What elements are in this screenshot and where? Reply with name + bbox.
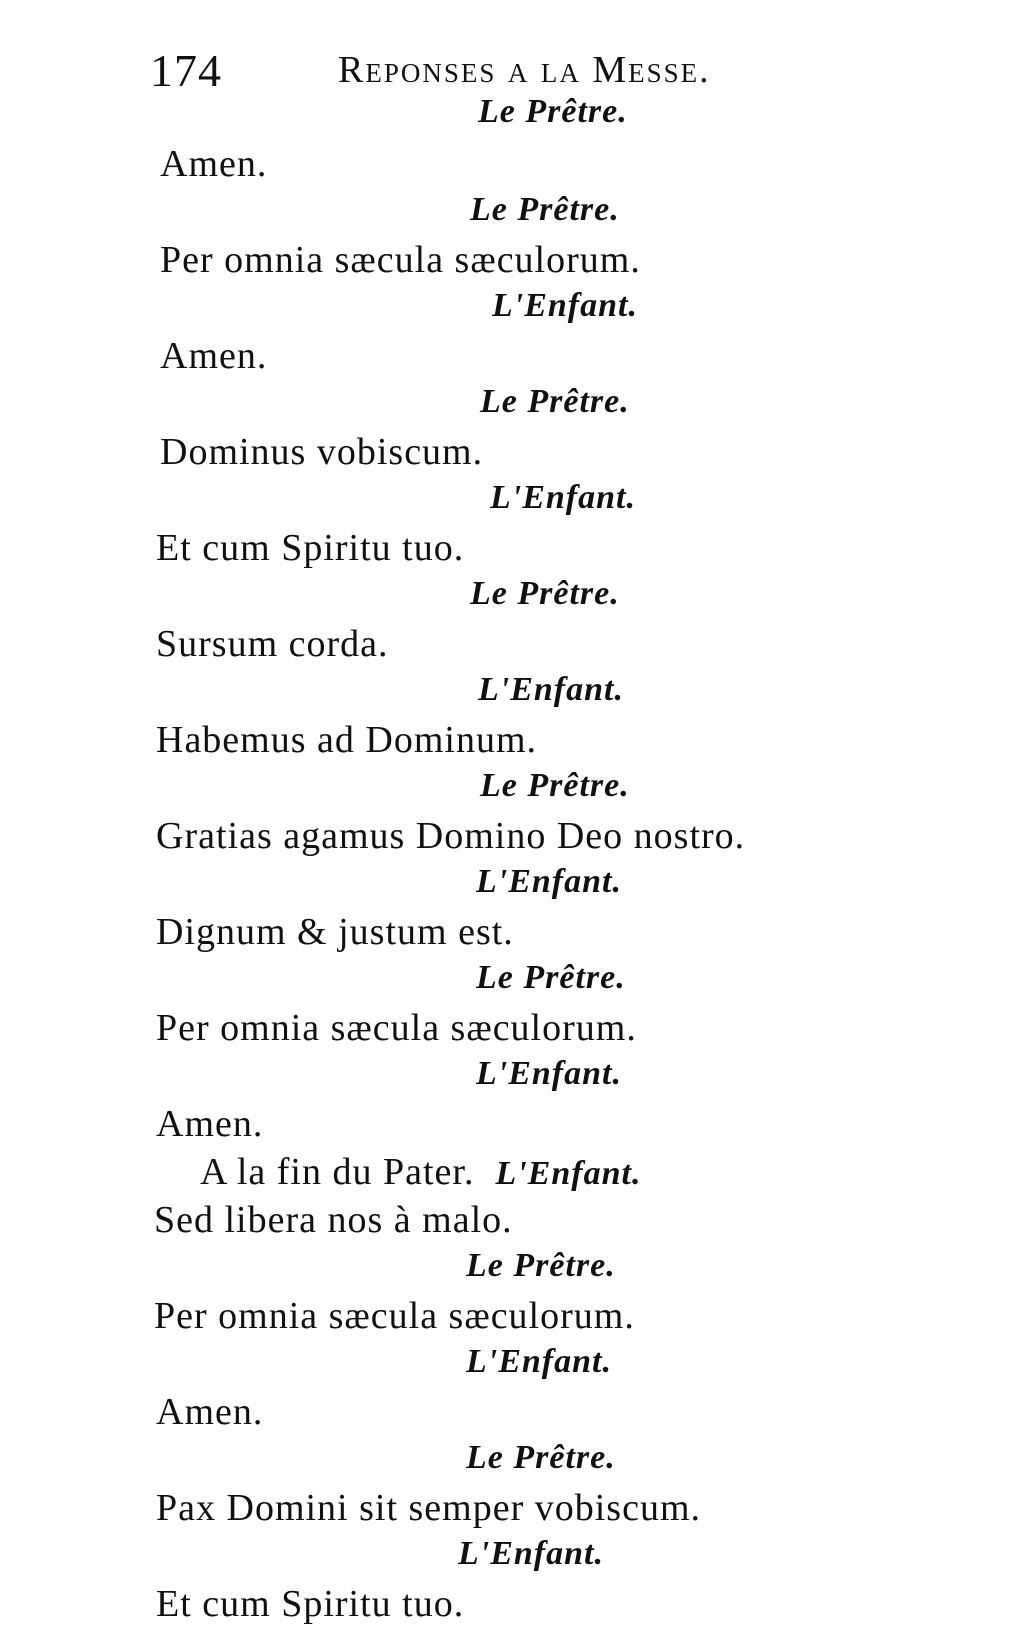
speaker-line: L'Enfant. <box>478 671 624 708</box>
speaker-line: L'Enfant. <box>458 1535 604 1572</box>
speaker-line: L'Enfant. <box>490 479 636 516</box>
verse-line: Sed libera nos à malo. <box>154 1199 513 1241</box>
speaker-line: Le Prêtre. <box>478 93 628 130</box>
verse-line: Amen. <box>156 1103 264 1145</box>
verse-line: Amen. <box>160 335 268 377</box>
verse-line: Gratias agamus Domino Deo nostro. <box>156 815 746 857</box>
verse-line: Habemus ad Dominum. <box>156 719 538 761</box>
verse-line: Per omnia sæcula sæculorum. <box>154 1295 635 1337</box>
verse-line: Amen. <box>156 1391 264 1433</box>
verse-line: Et cum Spiritu tuo. <box>156 527 465 569</box>
speaker-line: Le Prêtre. <box>480 767 630 804</box>
verse-line: Per omnia sæcula sæculorum. <box>156 1007 637 1049</box>
rubric-speaker: L'Enfant. <box>495 1155 642 1192</box>
speaker-line: Le Prêtre. <box>470 191 620 228</box>
speaker-line: L'Enfant. <box>492 287 638 324</box>
speaker-line: L'Enfant. <box>476 1055 622 1092</box>
speaker-line: Le Prêtre. <box>466 1439 616 1476</box>
verse-line: Pax Domini sit semper vobiscum. <box>156 1487 702 1529</box>
rubric-line <box>200 1150 641 1196</box>
running-title: Reponses a la Messe. <box>338 49 711 91</box>
verse-line: Dominus vobiscum. <box>160 431 484 473</box>
verse-line: Sursum corda. <box>156 623 389 665</box>
page-number: 174 <box>150 45 222 96</box>
speaker-line: L'Enfant. <box>476 863 622 900</box>
speaker-line: Le Prêtre. <box>466 1247 616 1284</box>
verse-line: Amen. <box>160 143 268 185</box>
verse-line: Dignum & justum est. <box>156 911 514 953</box>
speaker-line: Le Prêtre. <box>476 959 626 996</box>
speaker-line: L'Enfant. <box>466 1343 612 1380</box>
rubric-text: A la fin du Pater. <box>200 1151 475 1193</box>
verse-line: Per omnia sæcula sæculorum. <box>160 239 641 281</box>
speaker-line: Le Prêtre. <box>470 575 620 612</box>
verse-line: Et cum Spiritu tuo. <box>156 1583 465 1625</box>
speaker-line: Le Prêtre. <box>480 383 630 420</box>
